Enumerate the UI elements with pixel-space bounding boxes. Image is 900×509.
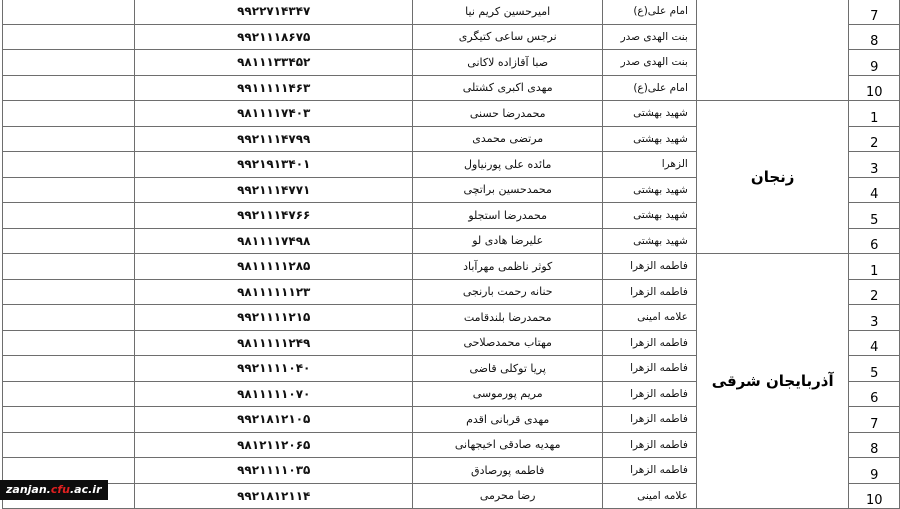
school-cell: فاطمه الزهرا bbox=[603, 330, 697, 356]
empty-cell bbox=[3, 330, 135, 356]
empty-cell bbox=[3, 101, 135, 127]
students-table bbox=[2, 0, 900, 509]
province-cell: آذربایجان شرقی bbox=[696, 254, 849, 509]
row-number-cell: 10 bbox=[849, 483, 900, 509]
empty-cell bbox=[3, 407, 135, 433]
school-cell: شهید بهشتی bbox=[603, 177, 697, 203]
student-name-cell: مریم پورموسی bbox=[413, 381, 603, 407]
row-number-cell: 9 bbox=[849, 50, 900, 76]
province-cell: زنجان bbox=[696, 101, 849, 254]
school-cell: علامه امینی bbox=[603, 483, 697, 509]
student-name-cell: مهدی قربانی اقدم bbox=[413, 407, 603, 433]
table-row bbox=[3, 101, 900, 127]
empty-cell bbox=[3, 305, 135, 331]
phone-cell: ۹۸۱۱۱۱۷۴۹۸ bbox=[135, 228, 413, 254]
student-name-cell: کوثر ناظمی مهرآباد bbox=[413, 254, 603, 280]
row-number-cell: 3 bbox=[849, 305, 900, 331]
phone-cell: ۹۹۲۱۱۱۴۷۷۱ bbox=[135, 177, 413, 203]
watermark-main: zanjan. bbox=[6, 483, 51, 496]
student-name-cell: علیرضا هادی لو bbox=[413, 228, 603, 254]
school-cell: فاطمه الزهرا bbox=[603, 458, 697, 484]
row-number-cell: 4 bbox=[849, 177, 900, 203]
phone-cell: ۹۹۲۲۷۱۴۳۴۷ bbox=[135, 0, 413, 24]
school-cell: بنت الهدی صدر bbox=[603, 50, 697, 76]
row-number-cell: 3 bbox=[849, 152, 900, 178]
empty-cell bbox=[3, 381, 135, 407]
row-number-cell: 8 bbox=[849, 432, 900, 458]
row-number-cell: 7 bbox=[849, 407, 900, 433]
school-cell: الزهرا bbox=[603, 152, 697, 178]
row-number-cell: 6 bbox=[849, 228, 900, 254]
phone-cell: ۹۸۱۱۱۱۱۰۷۰ bbox=[135, 381, 413, 407]
student-name-cell: محمدرضا حسنی bbox=[413, 101, 603, 127]
row-number-cell: 2 bbox=[849, 126, 900, 152]
row-number-cell: 1 bbox=[849, 101, 900, 127]
phone-cell: ۹۹۲۱۸۱۲۱۱۴ bbox=[135, 483, 413, 509]
watermark-accent: cfu bbox=[50, 483, 70, 496]
school-cell: علامه امینی bbox=[603, 305, 697, 331]
empty-cell bbox=[3, 24, 135, 50]
empty-cell bbox=[3, 279, 135, 305]
province-cell bbox=[696, 0, 849, 101]
empty-cell bbox=[3, 177, 135, 203]
student-name-cell: فاطمه پورصادق bbox=[413, 458, 603, 484]
row-number-cell: 8 bbox=[849, 24, 900, 50]
school-cell: فاطمه الزهرا bbox=[603, 279, 697, 305]
row-number-cell: 1 bbox=[849, 254, 900, 280]
phone-cell: ۹۹۱۱۱۱۱۴۶۳ bbox=[135, 75, 413, 101]
school-cell: شهید بهشتی bbox=[603, 126, 697, 152]
empty-cell bbox=[3, 75, 135, 101]
phone-cell: ۹۸۱۲۱۱۲۰۶۵ bbox=[135, 432, 413, 458]
row-number-cell: 5 bbox=[849, 203, 900, 229]
row-number-cell: 4 bbox=[849, 330, 900, 356]
row-number-cell: 2 bbox=[849, 279, 900, 305]
student-name-cell: صبا آقازاده لاکانی bbox=[413, 50, 603, 76]
school-cell: بنت الهدی صدر bbox=[603, 24, 697, 50]
watermark-end: .ac.ir bbox=[70, 483, 102, 496]
phone-cell: ۹۹۲۱۱۱۱۲۱۵ bbox=[135, 305, 413, 331]
student-name-cell: محمدرضا بلندقامت bbox=[413, 305, 603, 331]
phone-cell: ۹۸۱۱۱۱۱۲۴۹ bbox=[135, 330, 413, 356]
row-number-cell: 7 bbox=[849, 0, 900, 24]
school-cell: فاطمه الزهرا bbox=[603, 381, 697, 407]
school-cell: شهید بهشتی bbox=[603, 203, 697, 229]
school-cell: فاطمه الزهرا bbox=[603, 432, 697, 458]
phone-cell: ۹۹۲۱۱۱۱۰۳۵ bbox=[135, 458, 413, 484]
student-name-cell: مهدیه صادقی اخیجهانی bbox=[413, 432, 603, 458]
empty-cell bbox=[3, 152, 135, 178]
table-row bbox=[3, 0, 900, 24]
phone-cell: ۹۹۲۱۱۱۴۷۹۹ bbox=[135, 126, 413, 152]
table-body bbox=[3, 0, 900, 509]
student-name-cell: پریا توکلی قاضی bbox=[413, 356, 603, 382]
site-watermark bbox=[0, 480, 108, 500]
school-cell: فاطمه الزهرا bbox=[603, 407, 697, 433]
school-cell: شهید بهشتی bbox=[603, 101, 697, 127]
school-cell: شهید بهشتی bbox=[603, 228, 697, 254]
row-number-cell: 6 bbox=[849, 381, 900, 407]
empty-cell bbox=[3, 228, 135, 254]
student-name-cell: محمدرضا استجلو bbox=[413, 203, 603, 229]
student-name-cell: مهتاب محمدصلاحی bbox=[413, 330, 603, 356]
row-number-cell: 9 bbox=[849, 458, 900, 484]
student-name-cell: مهدی اکبری کشتلی bbox=[413, 75, 603, 101]
phone-cell: ۹۹۲۱۸۱۲۱۰۵ bbox=[135, 407, 413, 433]
phone-cell: ۹۹۲۱۱۱۴۷۶۶ bbox=[135, 203, 413, 229]
student-name-cell: مائده علی پورنیاول bbox=[413, 152, 603, 178]
student-name-cell: مرتضی محمدی bbox=[413, 126, 603, 152]
school-cell: امام علی(ع) bbox=[603, 75, 697, 101]
empty-cell bbox=[3, 356, 135, 382]
phone-cell: ۹۸۱۱۱۱۱۲۸۵ bbox=[135, 254, 413, 280]
empty-cell bbox=[3, 0, 135, 24]
phone-cell: ۹۸۱۱۱۱۱۱۲۳ bbox=[135, 279, 413, 305]
phone-cell: ۹۸۱۱۱۳۳۴۵۲ bbox=[135, 50, 413, 76]
student-name-cell: نرجس ساعی کتیگری bbox=[413, 24, 603, 50]
school-cell: امام علی(ع) bbox=[603, 0, 697, 24]
student-name-cell: محمدحسین براتچی bbox=[413, 177, 603, 203]
school-cell: فاطمه الزهرا bbox=[603, 356, 697, 382]
phone-cell: ۹۹۲۱۹۱۳۴۰۱ bbox=[135, 152, 413, 178]
table-row bbox=[3, 254, 900, 280]
school-cell: فاطمه الزهرا bbox=[603, 254, 697, 280]
row-number-cell: 5 bbox=[849, 356, 900, 382]
phone-cell: ۹۹۲۱۱۱۸۶۷۵ bbox=[135, 24, 413, 50]
phone-cell: ۹۸۱۱۱۱۷۴۰۳ bbox=[135, 101, 413, 127]
student-name-cell: حنانه رحمت بارنجی bbox=[413, 279, 603, 305]
row-number-cell: 10 bbox=[849, 75, 900, 101]
student-name-cell: رضا محرمی bbox=[413, 483, 603, 509]
empty-cell bbox=[3, 50, 135, 76]
empty-cell bbox=[3, 432, 135, 458]
empty-cell bbox=[3, 126, 135, 152]
empty-cell bbox=[3, 254, 135, 280]
phone-cell: ۹۹۲۱۱۱۱۰۴۰ bbox=[135, 356, 413, 382]
student-name-cell: امیرحسین کریم نیا bbox=[413, 0, 603, 24]
empty-cell bbox=[3, 203, 135, 229]
